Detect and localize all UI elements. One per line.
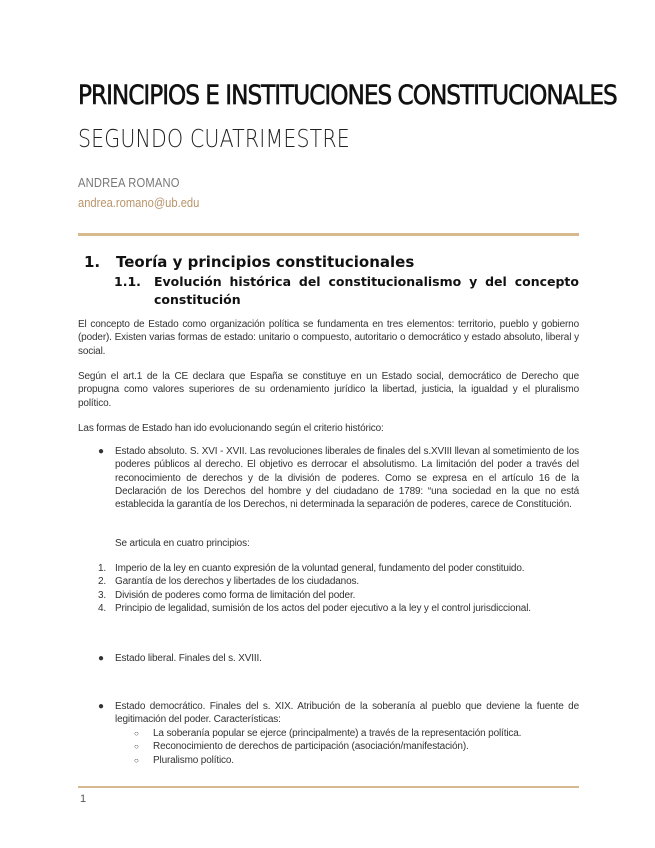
list-item-text: Garantía de los derechos y libertades de los ciudadanos. (115, 576, 359, 588)
principles-list (98, 562, 579, 615)
list-item-text: Pluralismo político. (153, 754, 234, 766)
author-name: ANDREA ROMANO (78, 175, 180, 190)
page-number: 1 (80, 793, 87, 805)
list-item (98, 652, 579, 665)
author-email-link[interactable]: andrea.romano@ub.edu (78, 195, 200, 210)
bullet-icon: ● (98, 701, 104, 712)
list-item (98, 700, 579, 727)
bullet-icon: ● (98, 653, 104, 664)
list-item-text: Imperio de la ley en cuanto expresión de la voluntad general, fundamento del poder constituido. (115, 563, 525, 574)
bullet-icon: ● (98, 446, 104, 457)
circle-bullet-icon: ○ (134, 729, 139, 738)
list-item-text: Principio de legalidad, sumisión de los actos del poder ejecutivo a la ley y el control jurisdiccional. (115, 602, 531, 614)
list-item-text: División de poderes como forma de limitación del poder. (115, 589, 356, 601)
paragraph: Según el art.1 de la CE declara que España se constituye en un Estado social, democrático de Derecho que propugna como valores superiores de su ordenamiento jurídico la libertad, justicia, la igualdad y el pluralismo político. (78, 371, 579, 409)
paragraph: Las formas de Estado han ido evolucionando según el criterio histórico: (78, 423, 384, 434)
list-item-text: Reconocimiento de derechos de participación (asociación/manifestación). (153, 741, 469, 753)
list-item-text: Estado democrático. Finales del s. XIX. Atribución de la soberanía al pueblo que deviene la fuente de legitimación del poder. Características: (115, 701, 579, 726)
list-item-text: La soberanía popular se ejerce (principalmente) a través de la representación política. (153, 728, 522, 739)
list-item-text: Estado absoluto. S. XVI - XVII. Las revoluciones liberales de finales del s.XVIII llevan al sometimiento de los poderes públicos al derecho. El objetivo es derrocar el absolutismo. La limitación del poder a través del reconocimiento de derechos y de la división de poderes. Como se expresa en el artículo 16 de la Declaración de los Derechos del hombre y del ciudadano de 1789: “una sociedad en la que no está establecida la garantía de los Derechos, ni determinada la separación de poderes, carece de Constitución. (115, 446, 579, 511)
paragraph: El concepto de Estado como organización política se fundamenta en tres elementos: territorio, pueblo y gobierno (poder). Existen varias formas de estado: unitario o compuesto, autoritario o democrático y estado absoluto, liberal y social. (78, 319, 579, 357)
document-title: PRINCIPIOS E INSTITUCIONES CONSTITUCIONALES (78, 80, 617, 111)
list-item (134, 740, 579, 753)
header-divider (78, 233, 579, 236)
circle-bullet-icon: ○ (134, 755, 139, 765)
list-item-number: 3. (98, 589, 107, 601)
list-item (98, 602, 579, 615)
document-subtitle: SEGUNDO CUATRIMESTRE (78, 124, 350, 153)
subsection-number: 1.1. (114, 274, 141, 289)
list-item (98, 575, 579, 588)
subsection-heading (114, 273, 579, 309)
principles-intro: Se articula en cuatro principios: (115, 538, 250, 549)
list-item-number: 2. (98, 576, 107, 588)
section-title: Teoría y principios constitucionales (116, 253, 415, 271)
list-item-text: Estado liberal. Finales del s. XVIII. (115, 653, 262, 664)
list-item (134, 727, 579, 740)
circle-bullet-icon: ○ (134, 742, 139, 752)
characteristics-list (134, 727, 579, 767)
list-item (134, 754, 579, 767)
footer-divider (78, 786, 579, 788)
list-item (98, 562, 579, 575)
section-number: 1. (84, 253, 101, 271)
list-item-number: 4. (98, 602, 107, 614)
section-heading (84, 253, 414, 271)
list-item (98, 589, 579, 602)
list-item-number: 1. (98, 563, 107, 574)
subsection-title: Evolución histórica del constitucionalismo y del concepto constitución (154, 274, 579, 307)
list-item (98, 445, 579, 511)
